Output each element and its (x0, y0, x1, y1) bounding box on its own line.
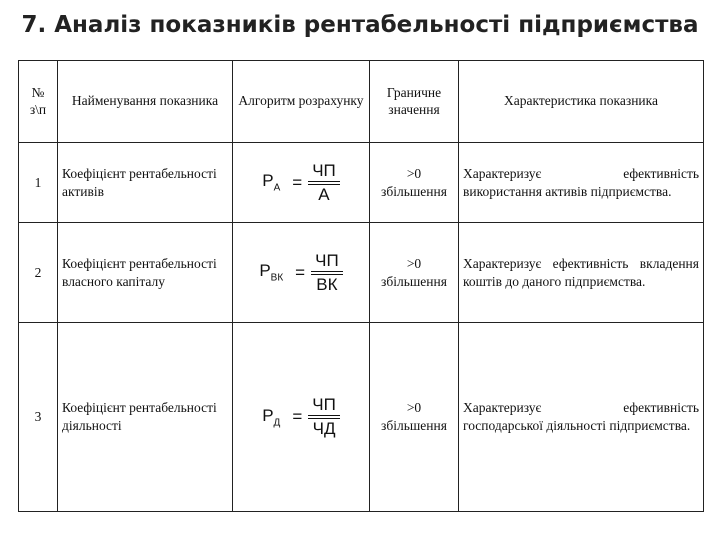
row-formula (233, 223, 370, 323)
row-limit (370, 223, 459, 323)
formula (237, 251, 365, 295)
header-description: Характеристика показника (459, 61, 704, 143)
formula-lhs: $Р_Д$ (262, 405, 281, 429)
formula-denominator: ЧД (312, 419, 336, 438)
row-number: 2 (19, 223, 58, 323)
header-number: № з\п (19, 61, 58, 143)
formula (237, 395, 365, 439)
row-name: Коефіцієнт рентабельності активів (58, 143, 233, 223)
row-number: 1 (19, 143, 58, 223)
limit-value: >0 (406, 255, 422, 271)
row-number: 3 (19, 323, 58, 512)
header-limit: Граничне значення (370, 61, 459, 143)
formula-fraction (308, 395, 340, 439)
row-description: Характеризує ефективність господарської діяльності підприємства. (459, 323, 704, 512)
table-row (19, 223, 704, 323)
formula-numerator: ЧП (312, 395, 336, 414)
limit-value: >0 (406, 400, 422, 416)
row-limit (370, 143, 459, 223)
formula-lhs: $Р_{ВК}$ (259, 261, 284, 284)
limit-note: збільшення (381, 418, 447, 433)
row-description: Характеризує ефективність використання активів підприємства. (459, 143, 704, 223)
row-name: Коефіцієнт рентабельності власного капіталу (58, 223, 233, 323)
formula-numerator: ЧП (312, 160, 336, 180)
limit-note: збільшення (381, 183, 447, 199)
profitability-table (18, 60, 704, 512)
row-formula (233, 143, 370, 223)
row-limit (370, 323, 459, 512)
table-header-row (19, 61, 704, 143)
formula-denominator: ВК (316, 274, 338, 294)
formula-lhs: $Р_А$ (262, 171, 281, 194)
table-row (19, 323, 704, 512)
formula-numerator: ЧП (315, 250, 339, 270)
row-name: Коефіцієнт рентабельності діяльності (58, 323, 233, 512)
header-name: Найменування показника (58, 61, 233, 143)
formula (237, 161, 365, 205)
limit-note: збільшення (381, 273, 447, 289)
formula-equals: = (292, 407, 303, 426)
row-formula (233, 323, 370, 512)
header-formula: Алгоритм розрахунку (233, 61, 370, 143)
row-description: Характеризує ефективність вкладення коштів до даного підприємства. (459, 223, 704, 323)
formula-fraction (308, 161, 340, 205)
limit-value: >0 (406, 165, 422, 181)
formula-fraction (311, 251, 343, 295)
formula-equals: = (295, 262, 306, 282)
table-row (19, 143, 704, 223)
formula-equals: = (292, 172, 303, 192)
formula-denominator: А (318, 184, 330, 204)
slide-title: 7. Аналіз показників рентабельності підприємства (21, 12, 699, 38)
